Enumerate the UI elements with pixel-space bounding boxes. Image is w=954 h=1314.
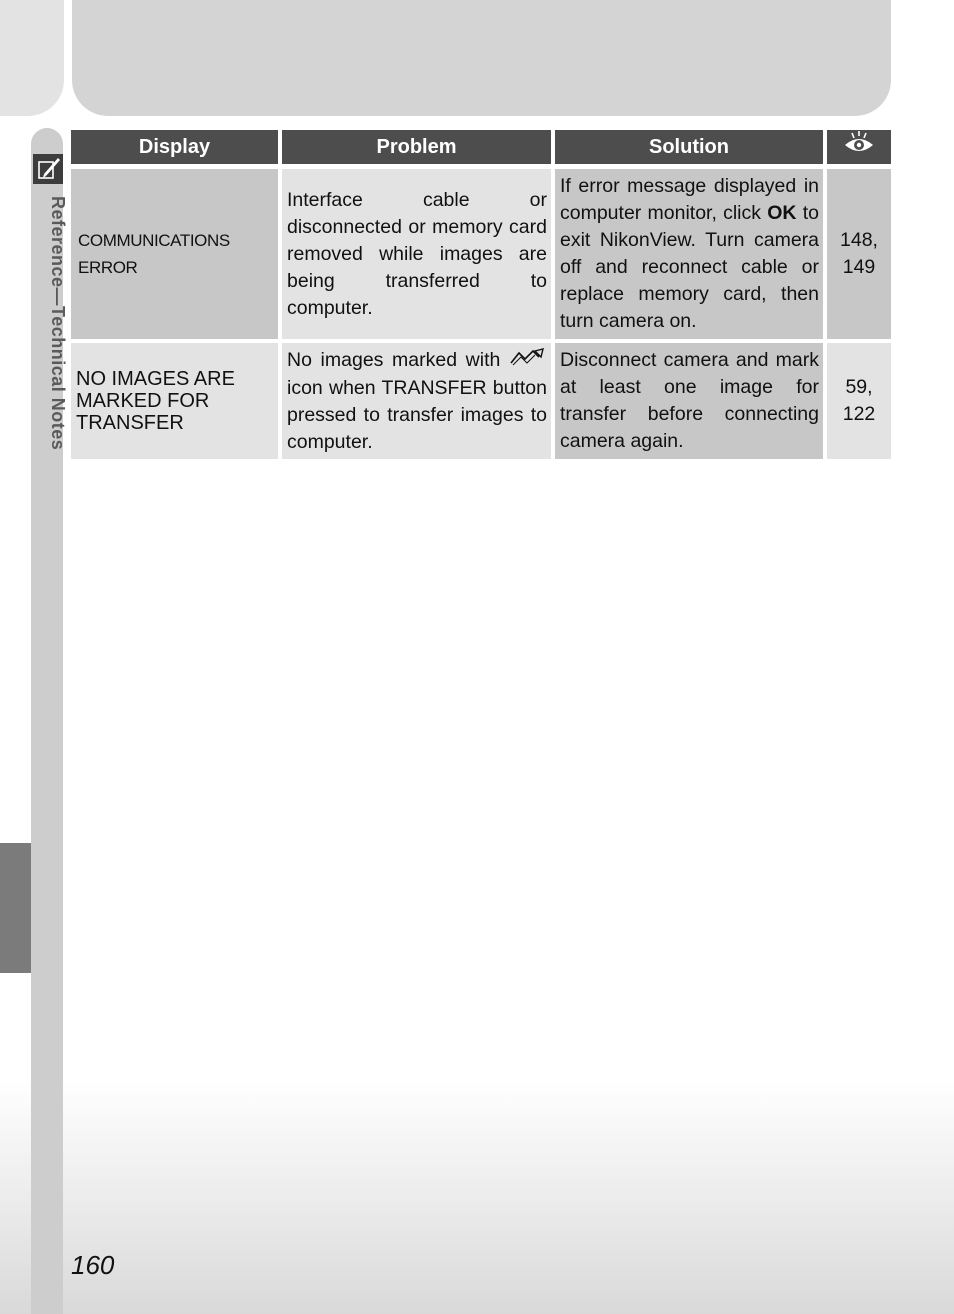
header-solution: Solution <box>555 130 823 164</box>
table-row-1-solution <box>555 169 823 339</box>
table-row-2-problem <box>282 343 551 459</box>
table-row-2-solution <box>555 343 823 459</box>
problem-text <box>287 347 547 456</box>
solution-text-part: If error message displayed in computer monitor, click <box>560 175 819 224</box>
top-left-corner-decoration <box>0 0 64 116</box>
table-row-1-pages <box>827 169 891 339</box>
eye-icon <box>843 131 875 163</box>
problem-text: Interface cable or disconnected or memory card removed while images are being transferred to computer. <box>287 188 547 319</box>
problem-text-part: icon when TRANSFER button pressed to transfer images to computer. <box>287 376 547 453</box>
page-reference: 59, 122 <box>842 376 876 425</box>
solution-text <box>560 173 819 335</box>
display-message: COMMUNICATIONS ERROR <box>78 231 230 277</box>
table-row-1-problem <box>282 169 551 339</box>
ok-keyword: OK <box>767 202 797 224</box>
solution-text-part: to exit NikonView. Turn camera off and reconnect cable or replace memory card, then turn camera on. <box>560 202 819 332</box>
sidebar-section-label: Reference—Technical Notes <box>48 196 68 451</box>
pencil-note-icon <box>33 154 63 184</box>
display-message: NO IMAGES ARE MARKED FOR TRANSFER <box>76 368 235 434</box>
table-row-1-display <box>71 169 278 339</box>
problem-text-part: No images marked with <box>287 348 509 371</box>
page-reference: 148, 149 <box>840 229 878 278</box>
transfer-icon <box>509 347 547 375</box>
side-tab-marker <box>0 843 31 973</box>
header-display: Display <box>71 130 278 164</box>
table-row-2-pages <box>827 343 891 459</box>
table-row-2-display <box>71 343 278 459</box>
page-number: 160 <box>71 1250 115 1280</box>
solution-text: Disconnect camera and mark at least one image for transfer before connecting camera again. <box>560 349 819 452</box>
header-reference <box>827 130 891 164</box>
header-problem: Problem <box>282 130 551 164</box>
top-banner <box>72 0 891 116</box>
